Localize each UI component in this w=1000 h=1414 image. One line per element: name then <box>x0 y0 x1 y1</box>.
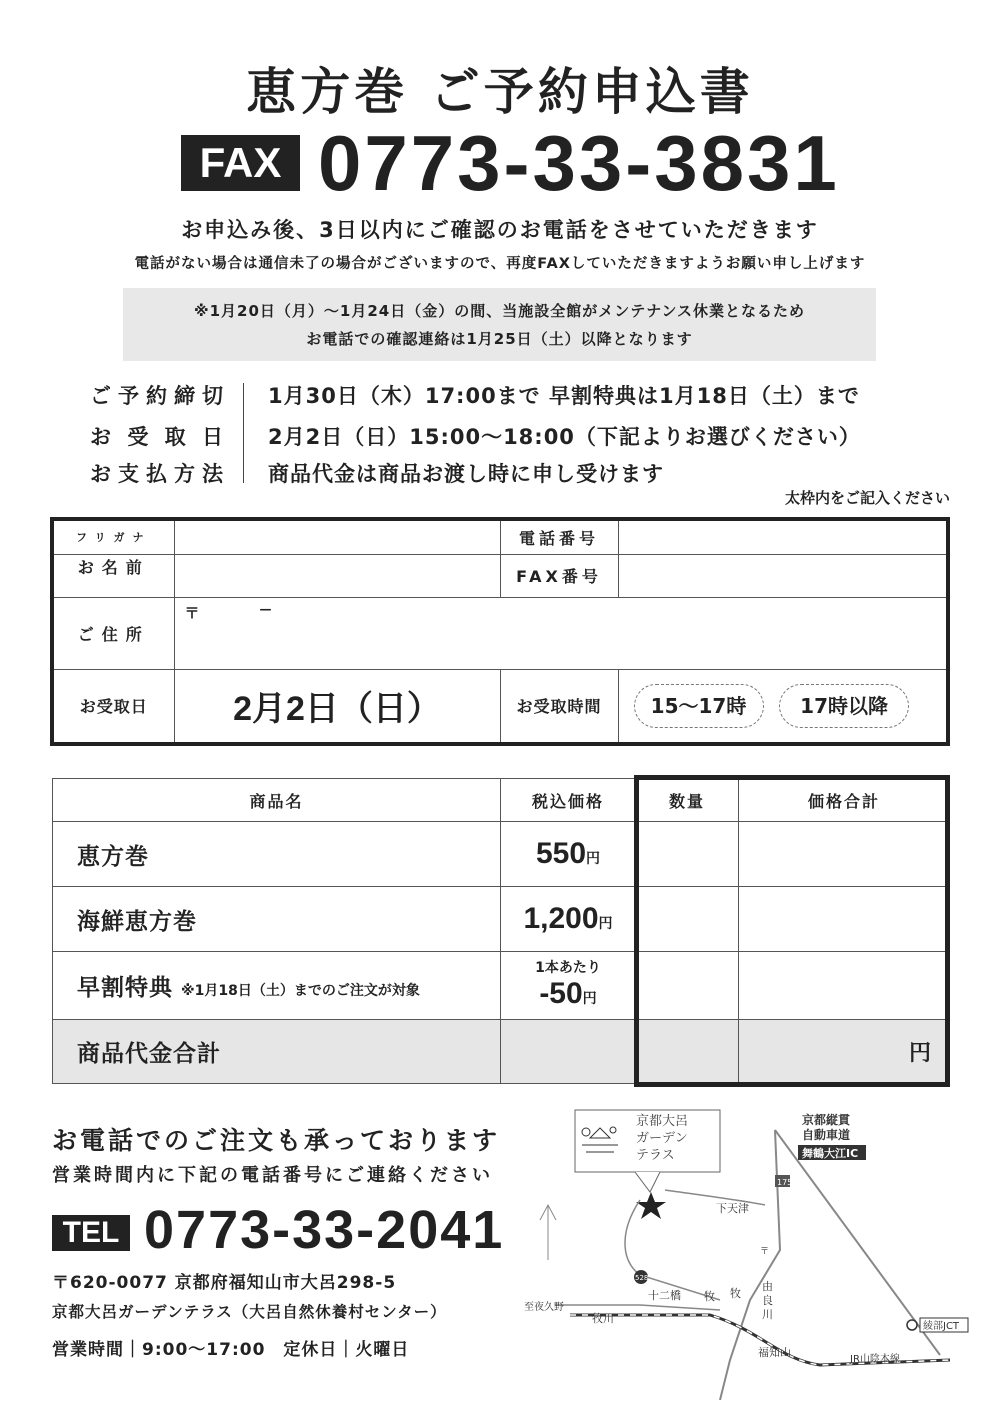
shimoamazu-label: 下天津 <box>716 1202 749 1215</box>
maki-label-1: 牧 <box>704 1290 715 1303</box>
col-total: 価格合計 <box>739 779 950 822</box>
col-quantity: 数量 <box>636 779 739 822</box>
col-product-name: 商品名 <box>53 779 501 822</box>
price-value: 550 <box>535 837 587 870</box>
north-arrow-icon <box>540 1205 556 1260</box>
yonokuno-label: 至夜久野 <box>524 1302 564 1313</box>
info-row-payment <box>90 458 910 488</box>
access-map <box>520 1100 970 1400</box>
product-price <box>501 952 636 1020</box>
info-row-pickup <box>90 421 910 451</box>
route-175-label: 175 <box>777 1178 793 1187</box>
deadline-label: ご予約締切 <box>90 384 225 408</box>
grand-total-label: 商品代金合計 <box>53 1020 501 1084</box>
fax-label: FAX <box>181 135 300 191</box>
price-unit: 円 <box>598 916 613 932</box>
name-label <box>52 554 174 597</box>
time-option-after-17[interactable]: 17時以降 <box>779 684 909 728</box>
grand-total-unit: 円 <box>908 1041 931 1066</box>
road-local <box>665 1190 765 1205</box>
yura-label-2: 良 <box>762 1294 773 1307</box>
price-value: 1,200 <box>523 902 599 935</box>
expressway-label: 京都縦貫 <box>802 1113 851 1127</box>
price-unit: 円 <box>582 990 597 1007</box>
notice-line-2: お電話での確認連絡は1月25日（土）以降となります <box>306 330 693 348</box>
name-label-text: お名前 <box>77 557 150 577</box>
deadline-value: 1月30日（木）17:00まで 早割特典は1月18日（土）まで <box>268 384 860 408</box>
pickup-date-value: 2月2日（日） <box>174 669 500 744</box>
time-option-15-17[interactable]: 15〜17時 <box>634 684 764 728</box>
address-field[interactable] <box>174 597 948 669</box>
makigawa-label: 牧川 <box>592 1312 614 1325</box>
post-office-icon: 〒 <box>760 1247 770 1257</box>
furigana-field[interactable] <box>174 519 500 554</box>
product-name: 海鮮恵方巻 <box>53 887 501 952</box>
early-discount-note: ※1月18日（土）までのご注文が対象 <box>181 983 420 999</box>
frame-note: 太枠内をご記入ください <box>784 489 950 507</box>
col-price: 税込価格 <box>501 779 636 822</box>
pickup-time-label: お受取時間 <box>500 669 618 744</box>
product-name: 恵方巻 <box>53 822 501 887</box>
expressway-label-2: 自動車道 <box>802 1128 851 1142</box>
road-main <box>720 1130 780 1400</box>
address-text: 〒620-0077 京都府福知山市大呂298-5 <box>52 1273 397 1293</box>
fax-field[interactable] <box>618 554 948 597</box>
payment-label: お支払方法 <box>90 462 225 486</box>
page-title: 恵方巻 ご予約申込書 <box>246 63 754 121</box>
tel-number: 0773-33-2041 <box>144 1200 505 1260</box>
pickup-time-options <box>618 669 948 744</box>
road-528 <box>625 1200 720 1300</box>
payment-value: 商品代金は商品お渡し時に申し受けます <box>268 462 664 486</box>
callout-pointer <box>635 1172 660 1192</box>
fax-field-label: FAX番号 <box>500 554 618 597</box>
maki-label-2: 牧 <box>730 1287 741 1300</box>
no-call-note: 電話がない場合は通信未了の場合がございますので、再度FAXしていただきますようお願い申し上げます <box>134 256 866 272</box>
ic-label: 舞鶴大江IC <box>802 1147 859 1160</box>
phone-field[interactable] <box>618 519 948 554</box>
road-west <box>555 1305 720 1310</box>
price-unit: 円 <box>586 851 601 867</box>
grand-total-empty <box>501 1020 636 1084</box>
map-logo-line2: ガーデン <box>636 1131 688 1146</box>
map-logo-line3: テラス <box>636 1148 675 1163</box>
route-528-label: 528 <box>635 1274 649 1282</box>
product-price <box>501 887 636 952</box>
customer-form <box>50 517 950 746</box>
notice-line-1: ※1月20日（月）〜1月24日（金）の間、当施設全館がメンテナンス休業となるため <box>193 302 805 320</box>
product-price <box>501 822 636 887</box>
ayabe-jct-label: 綾部JCT <box>923 1321 960 1332</box>
map-logo-line1: 京都大呂 <box>636 1114 689 1129</box>
pickup-date-label: お受取日 <box>52 669 174 744</box>
fax-number: 0773-33-3831 <box>318 119 840 207</box>
pickup-value: 2月2日（日）15:00〜18:00（下記よりお選びください） <box>268 425 861 449</box>
fill-in-frame <box>634 775 950 1087</box>
phone-hours-note: 営業時間内に下記の電話番号にご連絡ください <box>52 1165 493 1186</box>
product-name <box>53 952 501 1020</box>
maintenance-notice <box>123 288 876 361</box>
postal-dash: — <box>259 601 272 616</box>
yura-label-1: 由 <box>762 1280 773 1293</box>
confirmation-note: お申込み後、3日以内にご確認のお電話をさせていただきます <box>181 218 819 242</box>
name-field[interactable] <box>174 554 500 597</box>
furigana-label: フリガナ <box>52 519 174 554</box>
address-label: ご住所 <box>52 597 174 669</box>
info-row-deadline <box>90 380 910 410</box>
jr-label: JR山陰本線 <box>850 1354 900 1365</box>
phone-label: 電話番号 <box>500 519 618 554</box>
pickup-label: お受取日 <box>90 425 225 449</box>
price-prefix: 1本あたり <box>535 960 601 977</box>
price-value: -50 <box>539 976 583 1010</box>
product-name-text: 早割特典 <box>77 975 173 1001</box>
fukuchiyama-label: 福知山 <box>758 1346 791 1359</box>
junichi-label: 十二橋 <box>648 1289 681 1302</box>
ayabe-jct-marker <box>907 1320 917 1330</box>
location-star-icon <box>636 1192 666 1219</box>
phone-order-note: お電話でのご注文も承っております <box>52 1126 501 1155</box>
facility-name: 京都大呂ガーデンテラス（大呂自然休養村センター） <box>52 1303 447 1321</box>
postal-mark: 〒 <box>184 603 200 622</box>
tel-label: TEL <box>52 1215 130 1251</box>
yura-label-3: 川 <box>762 1308 773 1321</box>
business-hours: 営業時間｜9:00〜17:00 定休日｜火曜日 <box>52 1340 410 1360</box>
